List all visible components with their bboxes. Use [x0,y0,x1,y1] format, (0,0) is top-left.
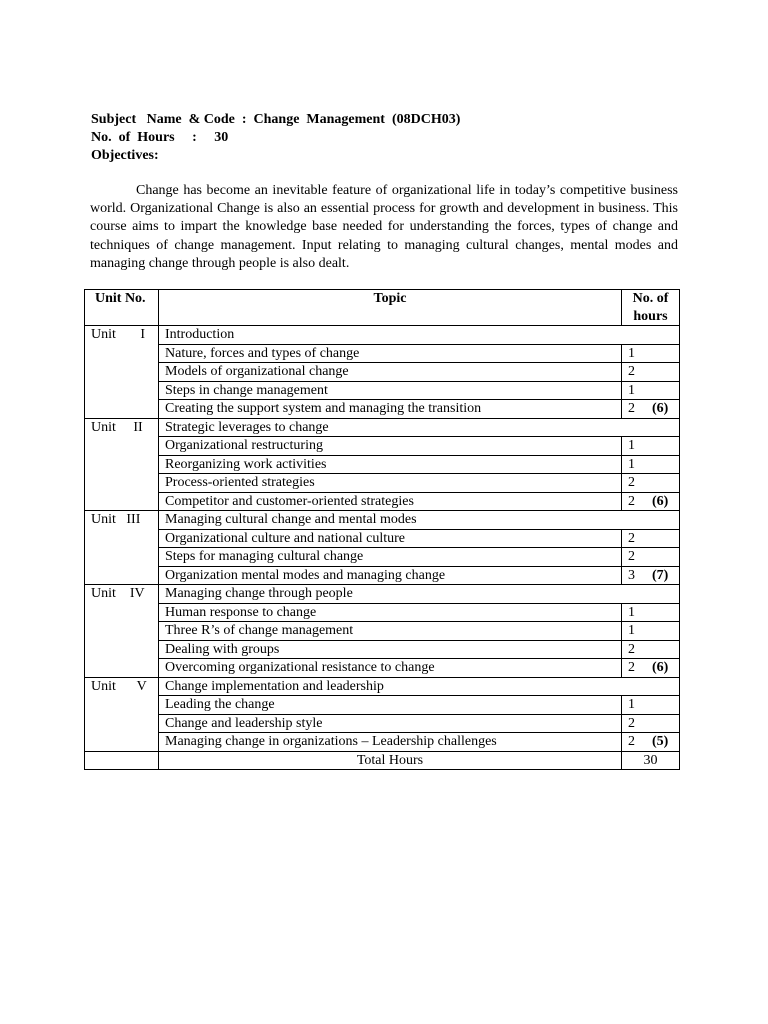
topic-hours: 2 [628,493,635,509]
total-row [85,751,680,770]
topic-hours-cell [622,696,680,715]
topic-hours: 1 [628,697,635,712]
topic-name: Organizational restructuring [159,437,622,456]
topic-hours: 2 [628,401,635,416]
topic-hours: 1 [628,623,635,638]
unit-title-row [85,326,680,345]
unit-number: Unit V [85,677,159,751]
topic-hours-cell [622,492,680,511]
topic-name: Competitor and customer-oriented strategies [159,492,622,511]
topic-hours: 1 [628,604,635,620]
topic-row [85,640,680,659]
objectives-label: Objectives: [91,148,159,163]
topic-row [85,622,680,641]
topic-name: Change and leadership style [159,714,622,733]
course-header [91,111,460,165]
topic-row [85,455,680,474]
topic-name: Managing change in organizations – Leadership challenges [159,733,622,752]
topic-row [85,400,680,419]
topic-row [85,659,680,678]
topic-row [85,714,680,733]
hours-line: No. of Hours : 30 [91,130,229,145]
table-header-row [85,290,680,326]
unit-number: Unit II [85,418,159,511]
topic-hours: 2 [628,734,635,749]
unit-title-row [85,511,680,530]
unit-subtotal: (6) [652,401,669,416]
topic-hours: 1 [628,345,635,361]
unit-title-row [85,418,680,437]
topic-hours-cell [622,474,680,493]
topic-row [85,474,680,493]
topic-row [85,566,680,585]
topic-hours-cell [622,714,680,733]
topic-hours: 2 [628,549,635,564]
topic-hours-cell [622,566,680,585]
topic-hours-cell [622,603,680,622]
topic-row [85,381,680,400]
unit-title: Managing cultural change and mental modes [159,511,680,530]
table-body [85,326,680,770]
unit-title: Strategic leverages to change [159,418,680,437]
topic-hours: 1 [628,382,635,398]
unit-title: Introduction [159,326,680,345]
unit-subtotal: (6) [652,493,669,509]
total-value: 30 [622,751,680,770]
topic-hours: 1 [628,456,635,472]
unit-title: Change implementation and leadership [159,677,680,696]
topic-row [85,492,680,511]
unit-subtotal: (7) [652,567,669,583]
topic-hours: 2 [628,660,635,675]
topic-hours-cell [622,622,680,641]
topic-row [85,529,680,548]
topic-hours: 1 [628,438,635,453]
topic-name: Reorganizing work activities [159,455,622,474]
topic-row [85,344,680,363]
topic-hours-cell [622,659,680,678]
unit-number: Unit III [85,511,159,585]
unit-subtotal: (5) [652,734,669,749]
topic-name: Overcoming organizational resistance to change [159,659,622,678]
topic-hours-cell [622,437,680,456]
unit-subtotal: (6) [652,660,669,675]
topic-name: Human response to change [159,603,622,622]
topic-name: Process-oriented strategies [159,474,622,493]
topic-name: Organizational culture and national culture [159,529,622,548]
topic-name: Leading the change [159,696,622,715]
topic-row [85,548,680,567]
topic-name: Three R’s of change management [159,622,622,641]
syllabus-table [84,289,680,770]
topic-hours-cell [622,548,680,567]
topic-row [85,696,680,715]
topic-hours-cell [622,400,680,419]
topic-name: Dealing with groups [159,640,622,659]
objectives-paragraph: Change has become an inevitable feature of organizational life in today’s competitive business world. Organizational Change is also an essential process for growth and development in business. This course aims to impart the knowledge base needed for understanding the forces, types of change and techniques of change management. Input relating to managing cultural changes, mental modes and managing change through people is also dealt. [90,183,678,271]
topic-hours-cell [622,344,680,363]
topic-name: Organization mental modes and managing change [159,566,622,585]
unit-title-row [85,677,680,696]
topic-hours: 2 [628,641,635,657]
topic-hours-cell [622,363,680,382]
topic-row [85,733,680,752]
header-topic: Topic [159,290,622,326]
unit-title: Managing change through people [159,585,680,604]
topic-hours-cell [622,640,680,659]
topic-hours-cell [622,529,680,548]
topic-hours-cell [622,455,680,474]
unit-number: Unit IV [85,585,159,678]
topic-hours-cell [622,381,680,400]
topic-name: Creating the support system and managing the transition [159,400,622,419]
total-empty-cell [85,751,159,770]
topic-row [85,437,680,456]
topic-row [85,603,680,622]
header-hours: No. of hours [622,290,680,326]
topic-hours: 3 [628,567,635,583]
topic-name: Steps in change management [159,381,622,400]
total-label: Total Hours [159,751,622,770]
topic-hours: 2 [628,530,635,546]
topic-hours: 2 [628,364,635,379]
topic-name: Nature, forces and types of change [159,344,622,363]
topic-hours: 2 [628,475,635,490]
unit-title-row [85,585,680,604]
topic-row [85,363,680,382]
unit-number: Unit I [85,326,159,419]
topic-name: Steps for managing cultural change [159,548,622,567]
topic-hours: 2 [628,715,635,731]
subject-line: Subject Name & Code : Change Management (08DCH03) [91,112,461,127]
topic-name: Models of organizational change [159,363,622,382]
header-unit: Unit No. [85,290,159,326]
topic-hours-cell [622,733,680,752]
